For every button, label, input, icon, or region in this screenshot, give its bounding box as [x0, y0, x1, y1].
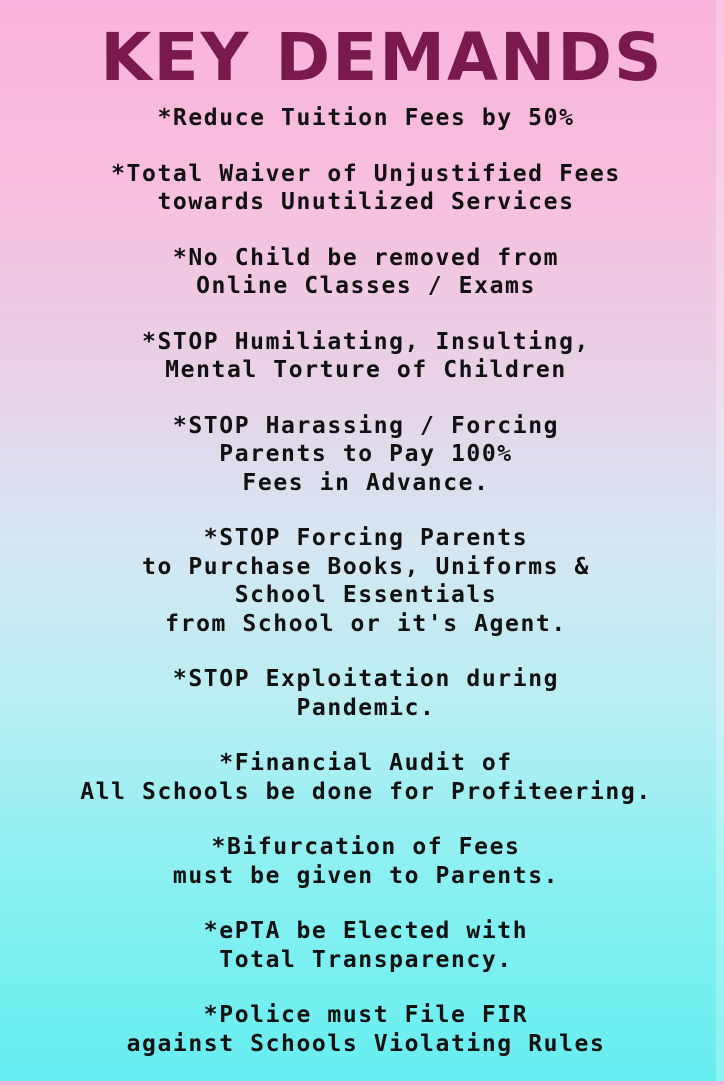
demand-item	[0, 749, 724, 806]
demand-line: *Total Waiver of Unjustified Fees	[111, 160, 621, 187]
demand-item	[0, 524, 724, 638]
demand-item	[0, 244, 724, 301]
demand-item	[0, 917, 724, 974]
demand-line: Mental Torture of Children	[165, 357, 567, 383]
demand-line: Online Classes / Exams	[196, 273, 536, 299]
demand-line: Pandemic.	[296, 694, 436, 721]
demand-line: Total Transparency.	[219, 946, 513, 973]
demand-line: *STOP Exploitation during	[172, 666, 560, 692]
demand-line: *STOP Harassing / Forcing	[172, 412, 560, 439]
demand-item	[0, 412, 724, 498]
demand-line: *Police must File FIR	[203, 1002, 529, 1028]
demand-item	[0, 160, 724, 217]
demand-line: School Essentials	[234, 582, 498, 608]
demand-line: to Purchase Books, Uniforms &	[142, 553, 590, 580]
demand-item	[0, 328, 724, 385]
demand-item	[0, 665, 724, 722]
demand-line: *No Child be removed from	[172, 244, 560, 271]
demand-line: must be given to Parents.	[172, 862, 560, 889]
demand-item	[0, 104, 724, 133]
demand-line: All Schools be done for Profiteering.	[80, 778, 652, 805]
demand-item	[0, 833, 724, 890]
demand-line: *STOP Humiliating, Insulting,	[142, 328, 590, 355]
demand-item	[0, 1001, 724, 1058]
demand-line: Fees in Advance.	[242, 469, 490, 496]
demand-line: *Financial Audit of	[219, 750, 513, 776]
demand-line: towards Unutilized Services	[157, 189, 575, 215]
demand-line: *ePTA be Elected with	[203, 918, 529, 944]
poster-title: KEY DEMANDS	[100, 19, 664, 96]
demand-line: Parents to Pay 100%	[219, 441, 513, 467]
demands-list	[0, 104, 724, 1085]
demand-line: from School or it's Agent.	[165, 610, 567, 637]
demand-line: *Reduce Tuition Fees by 50%	[157, 105, 575, 131]
demand-line: against Schools Violating Rules	[126, 1030, 606, 1057]
demand-line: *STOP Forcing Parents	[203, 525, 529, 551]
demand-line: *Bifurcation of Fees	[211, 834, 521, 860]
